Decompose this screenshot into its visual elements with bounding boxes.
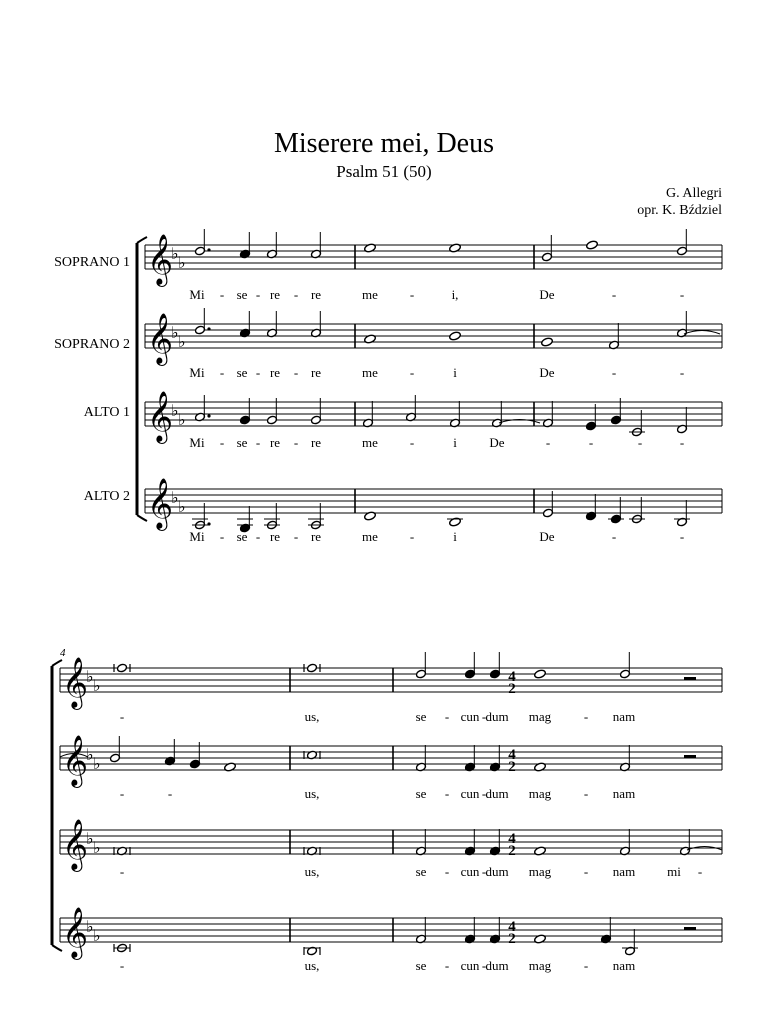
lyric-syllable: cun — [460, 958, 480, 973]
lyric-syllable: dum — [485, 786, 509, 801]
treble-clef-icon: 𝄞 — [147, 479, 174, 528]
key-flat-icon: ♭ — [93, 678, 101, 695]
lyric-syllable: us, — [304, 786, 320, 801]
voice-label-alto-1: ALTO 1 — [83, 405, 130, 420]
time-signature-bottom: 2 — [508, 843, 516, 859]
lyric-syllable: nam — [612, 786, 636, 801]
time-signature-bottom: 2 — [508, 759, 516, 775]
key-flat-icon: ♭ — [93, 840, 101, 857]
lyric-hyphen: - — [409, 435, 415, 450]
lyric-syllable: De — [539, 287, 555, 302]
key-flat-icon: ♭ — [178, 334, 186, 351]
lyric-hyphen: - — [679, 529, 685, 544]
lyric-hyphen: - — [167, 786, 173, 801]
lyric-hyphen: - — [409, 529, 415, 544]
time-signature-top: 4 — [508, 747, 516, 763]
lyric-hyphen: - — [219, 529, 225, 544]
lyric-hyphen: - — [409, 287, 415, 302]
lyric-syllable: re — [269, 529, 281, 544]
time-signature-bottom: 2 — [508, 931, 516, 947]
lyric-syllable: us, — [304, 709, 320, 724]
note-head — [364, 511, 377, 521]
time-signature-top: 4 — [508, 831, 516, 847]
lyric-syllable: dum — [485, 709, 509, 724]
note-head — [534, 762, 547, 772]
lyric-syllable: se — [415, 864, 427, 879]
lyric-syllable: i — [453, 365, 457, 380]
lyric-hyphen: - — [255, 365, 261, 380]
note-head — [364, 243, 377, 253]
lyric-syllable: re — [310, 529, 322, 544]
note-head — [586, 240, 599, 250]
arranger-credit: opr. K. Bździel — [637, 203, 722, 218]
lyric-syllable: Mi — [189, 365, 205, 380]
time-signature-top: 4 — [508, 669, 516, 685]
lyric-hyphen: - — [219, 287, 225, 302]
lyric-syllable: re — [310, 365, 322, 380]
lyric-syllable: dum — [485, 864, 509, 879]
lyric-hyphen: - — [679, 287, 685, 302]
lyric-syllable: Mi — [189, 529, 205, 544]
lyric-hyphen: - — [679, 365, 685, 380]
tie — [684, 331, 720, 335]
lyric-hyphen: - — [444, 958, 450, 973]
half-rest-icon — [684, 755, 696, 758]
treble-clef-icon: 𝄞 — [147, 314, 174, 363]
system-bracket — [52, 660, 62, 666]
voice-label-soprano-1: SOPRANO 1 — [54, 255, 130, 270]
lyric-hyphen: - — [219, 435, 225, 450]
lyric-hyphen: - — [119, 786, 125, 801]
lyric-syllable: me — [362, 287, 378, 302]
lyric-hyphen: - — [444, 786, 450, 801]
key-flat-icon: ♭ — [86, 831, 94, 848]
treble-clef-icon: 𝄞 — [62, 908, 89, 957]
lyric-syllable: se — [415, 958, 427, 973]
lyric-syllable: re — [269, 435, 281, 450]
note-head — [449, 517, 462, 527]
augmentation-dot — [207, 248, 210, 251]
key-flat-icon: ♭ — [171, 490, 179, 507]
lyric-syllable: se — [236, 529, 248, 544]
treble-clef-icon: 𝄞 — [62, 820, 89, 869]
treble-clef-icon: 𝄞 — [147, 235, 174, 284]
key-flat-icon: ♭ — [86, 919, 94, 936]
lyric-syllable: cun — [460, 864, 480, 879]
lyric-syllable: cun — [460, 786, 480, 801]
lyric-syllable: nam — [612, 958, 636, 973]
lyric-hyphen: - — [583, 709, 589, 724]
lyric-syllable: De — [539, 365, 555, 380]
lyric-hyphen: - — [481, 709, 487, 724]
lyric-syllable: us, — [304, 864, 320, 879]
voice-label-soprano-2: SOPRANO 2 — [54, 337, 130, 352]
lyric-hyphen: - — [444, 864, 450, 879]
note-head — [224, 762, 237, 772]
lyric-hyphen: - — [255, 435, 261, 450]
lyric-hyphen: - — [409, 365, 415, 380]
lyric-syllable: nam — [612, 709, 636, 724]
lyric-syllable: me — [362, 435, 378, 450]
lyric-hyphen: - — [481, 786, 487, 801]
lyric-syllable: i — [453, 435, 457, 450]
lyric-hyphen: - — [481, 864, 487, 879]
key-flat-icon: ♭ — [171, 403, 179, 420]
lyric-syllable: mag — [528, 864, 552, 879]
lyric-hyphen: - — [637, 435, 643, 450]
lyric-hyphen: - — [583, 786, 589, 801]
lyric-hyphen: - — [255, 529, 261, 544]
note-head — [534, 669, 547, 679]
lyric-syllable: Mi — [189, 287, 205, 302]
lyric-syllable: me — [362, 365, 378, 380]
lyric-syllable: me — [362, 529, 378, 544]
lyric-syllable: se — [236, 435, 248, 450]
lyric-hyphen: - — [119, 958, 125, 973]
note-head — [534, 934, 547, 944]
lyric-hyphen: - — [697, 864, 703, 879]
lyric-syllable: se — [415, 786, 427, 801]
piece-subtitle: Psalm 51 (50) — [336, 162, 432, 181]
time-signature-top: 4 — [508, 919, 516, 935]
key-flat-icon: ♭ — [178, 412, 186, 429]
augmentation-dot — [207, 414, 210, 417]
lyric-hyphen: - — [293, 365, 299, 380]
lyric-syllable: se — [415, 709, 427, 724]
lyric-syllable: cun — [460, 709, 480, 724]
lyric-syllable: De — [539, 529, 555, 544]
lyric-hyphen: - — [583, 864, 589, 879]
note-head — [541, 337, 554, 347]
augmentation-dot — [207, 327, 210, 330]
lyric-syllable: mi — [667, 864, 681, 879]
lyric-syllable: mag — [528, 786, 552, 801]
note-head — [534, 846, 547, 856]
lyric-syllable: re — [269, 287, 281, 302]
composer-credit: G. Allegri — [666, 186, 722, 201]
lyric-hyphen: - — [588, 435, 594, 450]
treble-clef-icon: 𝄞 — [147, 392, 174, 441]
lyric-syllable: mag — [528, 958, 552, 973]
key-flat-icon: ♭ — [86, 747, 94, 764]
lyric-syllable: re — [310, 287, 322, 302]
lyric-syllable: De — [489, 435, 505, 450]
time-signature-bottom: 2 — [508, 681, 516, 697]
lyric-syllable: nam — [612, 864, 636, 879]
system-bracket — [137, 515, 147, 521]
lyric-hyphen: - — [545, 435, 551, 450]
note-head — [307, 663, 318, 673]
key-flat-icon: ♭ — [171, 246, 179, 263]
key-flat-icon: ♭ — [178, 499, 186, 516]
lyric-hyphen: - — [444, 709, 450, 724]
treble-clef-icon: 𝄞 — [62, 658, 89, 707]
lyric-syllable: us, — [304, 958, 320, 973]
note-head — [364, 334, 377, 344]
lyric-hyphen: - — [119, 864, 125, 879]
voice-label-alto-2: ALTO 2 — [83, 489, 130, 504]
system-bracket — [52, 945, 62, 951]
lyric-hyphen: - — [611, 365, 617, 380]
lyric-hyphen: - — [611, 287, 617, 302]
lyric-syllable: re — [310, 435, 322, 450]
lyric-hyphen: - — [219, 365, 225, 380]
lyric-syllable: i — [453, 529, 457, 544]
lyric-hyphen: - — [481, 958, 487, 973]
key-flat-icon: ♭ — [86, 669, 94, 686]
measure-number: 4 — [60, 647, 66, 659]
lyric-syllable: Mi — [189, 435, 205, 450]
lyric-syllable: se — [236, 287, 248, 302]
half-rest-icon — [684, 677, 696, 680]
lyric-hyphen: - — [679, 435, 685, 450]
piece-title: Miserere mei, Deus — [273, 128, 495, 159]
note-head — [117, 663, 128, 673]
key-flat-icon: ♭ — [171, 325, 179, 342]
lyric-syllable: mag — [528, 709, 552, 724]
half-rest-icon — [684, 927, 696, 930]
system-bracket — [137, 237, 147, 243]
lyric-hyphen: - — [611, 529, 617, 544]
key-flat-icon: ♭ — [93, 756, 101, 773]
note-head — [449, 243, 462, 253]
lyric-hyphen: - — [293, 287, 299, 302]
augmentation-dot — [207, 522, 210, 525]
key-flat-icon: ♭ — [93, 928, 101, 945]
lyric-syllable: i, — [451, 287, 459, 302]
lyric-hyphen: - — [255, 287, 261, 302]
lyric-hyphen: - — [293, 435, 299, 450]
note-head — [449, 331, 462, 341]
lyric-syllable: dum — [485, 958, 509, 973]
key-flat-icon: ♭ — [178, 255, 186, 272]
lyric-hyphen: - — [119, 709, 125, 724]
lyric-syllable: se — [236, 365, 248, 380]
lyric-hyphen: - — [293, 529, 299, 544]
lyric-syllable: re — [269, 365, 281, 380]
lyric-hyphen: - — [583, 958, 589, 973]
treble-clef-icon: 𝄞 — [62, 736, 89, 785]
